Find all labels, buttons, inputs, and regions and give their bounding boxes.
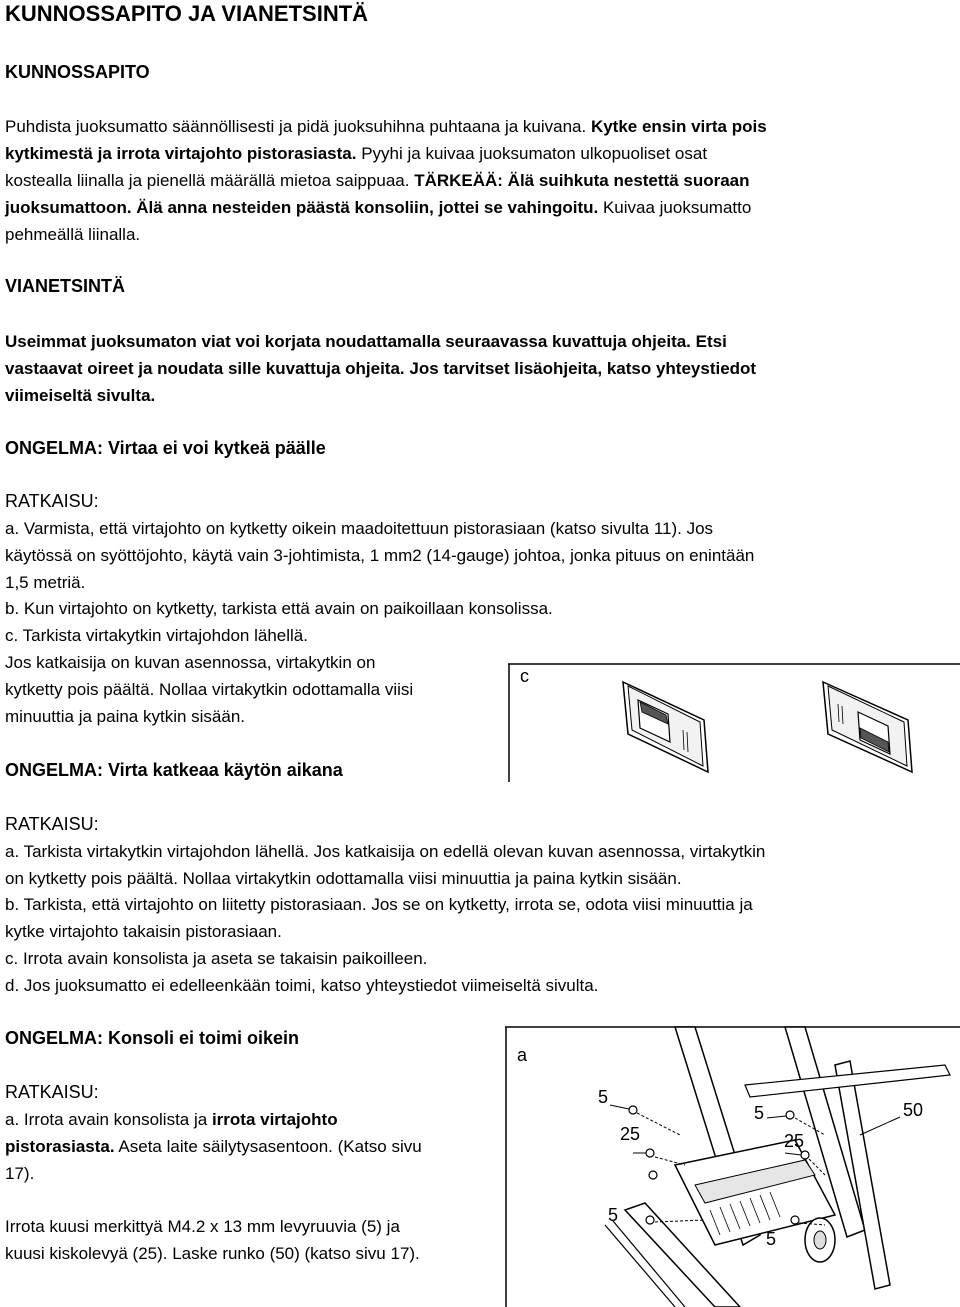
problem-1-title: ONGELMA: Virtaa ei voi kytkeä päälle xyxy=(5,438,326,458)
problem-3-line-2: pistorasiasta. Aseta laite säilytysasentoon. (Katso sivu xyxy=(5,1137,422,1156)
troubleshooting-heading: VIANETSINTÄ xyxy=(5,276,126,296)
problem-1-line-3: 1,5 metriä. xyxy=(5,573,86,592)
circuit-breaker-figure xyxy=(508,662,960,782)
breaker-switch-right-icon xyxy=(823,682,912,772)
problem-1-line-4: b. Kun virtajohto on kytketty, tarkista että avain on paikoillaan konsolissa. xyxy=(5,599,553,618)
maintenance-line-3: kostealla liinalla ja pienellä määrällä mietoa saippuaa. TÄRKEÄÄ: Älä suihkuta nestettä suoraan xyxy=(5,171,750,190)
problem-1-line-8: minuuttia ja paina kytkin sisään. xyxy=(5,707,246,726)
problem-2-line-5: c. Irrota avain konsolista ja aseta se takaisin paikoilleen. xyxy=(5,949,428,968)
problem-3-line-4: Irrota kuusi merkittyä M4.2 x 13 mm levyruuvia (5) ja xyxy=(5,1217,400,1236)
callout-screw-5a: 5 xyxy=(598,1087,609,1107)
problem-2-line-6: d. Jos juoksumatto ei edelleenkään toimi, katso yhteystiedot viimeiseltä sivulta. xyxy=(5,976,599,995)
problem-3-line-5: kuusi kiskolevyä (25). Laske runko (50) (katso sivu 17). xyxy=(5,1244,420,1263)
figure-a-label: a xyxy=(517,1045,528,1065)
callout-plate-25b: 25 xyxy=(784,1131,805,1151)
problem-3-line-1: a. Irrota avain konsolista ja irrota virtajohto xyxy=(5,1110,338,1129)
problem-2-solution-label: RATKAISU: xyxy=(5,814,99,834)
page-title: KUNNOSSAPITO JA VIANETSINTÄ xyxy=(5,1,369,26)
breaker-switch-left-icon xyxy=(623,682,708,772)
problem-2-line-2: on kytketty pois päältä. Nollaa virtakytkin odottamalla viisi minuuttia ja paina kytkin sisään. xyxy=(5,869,682,888)
callout-screw-5c: 5 xyxy=(608,1205,619,1225)
treadmill-frame-figure xyxy=(505,1025,960,1307)
problem-1-line-5: c. Tarkista virtakytkin virtajohdon lähellä. xyxy=(5,626,308,645)
troubleshooting-intro-1: Useimmat juoksumaton viat voi korjata noudattamalla seuraavassa kuvattuja ohjeita. Etsi xyxy=(5,332,727,351)
problem-1-solution-label: RATKAISU: xyxy=(5,491,99,511)
problem-2-title: ONGELMA: Virta katkeaa käytön aikana xyxy=(5,760,343,780)
problem-1-line-1: a. Varmista, että virtajohto on kytketty oikein maadoitettuun pistorasiaan (katso sivulta 11). Jos xyxy=(5,519,714,538)
problem-1-line-2: käytössä on syöttöjohto, käytä vain 3-johtimista, 1 mm2 (14-gauge) johtoa, jonka pituus on enintään xyxy=(5,546,755,565)
callout-screw-5d: 5 xyxy=(766,1229,777,1249)
figure-c-label: c xyxy=(520,666,529,686)
maintenance-line-5: pehmeällä liinalla. xyxy=(5,225,141,244)
problem-1-line-7: kytketty pois päältä. Nollaa virtakytkin odottamalla viisi xyxy=(5,680,414,699)
problem-2-line-1: a. Tarkista virtakytkin virtajohdon lähellä. Jos katkaisija on edellä olevan kuvan asennossa, virtakytkin xyxy=(5,842,766,861)
problem-3-title: ONGELMA: Konsoli ei toimi oikein xyxy=(5,1028,300,1048)
problem-3-line-3: 17). xyxy=(5,1164,35,1183)
maintenance-line-2: kytkimestä ja irrota virtajohto pistorasiasta. Pyyhi ja kuivaa juoksumaton ulkopuoliset osat xyxy=(5,144,708,163)
callout-screw-5b: 5 xyxy=(754,1103,765,1123)
maintenance-line-1: Puhdista juoksumatto säännöllisesti ja pidä juoksuhihna puhtaana ja kuivana. Kytke ensin virta pois xyxy=(5,117,767,136)
maintenance-heading: KUNNOSSAPITO xyxy=(5,62,150,82)
problem-3-solution-label: RATKAISU: xyxy=(5,1082,99,1102)
problem-2-line-4: kytke virtajohto takaisin pistorasiaan. xyxy=(5,922,282,941)
callout-plate-25a: 25 xyxy=(620,1124,641,1144)
problem-2-line-3: b. Tarkista, että virtajohto on liitetty pistorasiaan. Jos se on kytketty, irrota se, odota viisi minuuttia ja xyxy=(5,895,753,914)
troubleshooting-intro-3: viimeiseltä sivulta. xyxy=(5,386,156,405)
callout-frame-50: 50 xyxy=(903,1100,924,1120)
maintenance-line-4: juoksumattoon. Älä anna nesteiden päästä konsoliin, jottei se vahingoitu. Kuivaa juoksumatto xyxy=(5,198,752,217)
troubleshooting-intro-2: vastaavat oireet ja noudata sille kuvattuja ohjeita. Jos tarvitset lisäohjeita, katso yhteystiedot xyxy=(5,359,757,378)
problem-1-line-6: Jos katkaisija on kuvan asennossa, virtakytkin on xyxy=(5,653,376,672)
